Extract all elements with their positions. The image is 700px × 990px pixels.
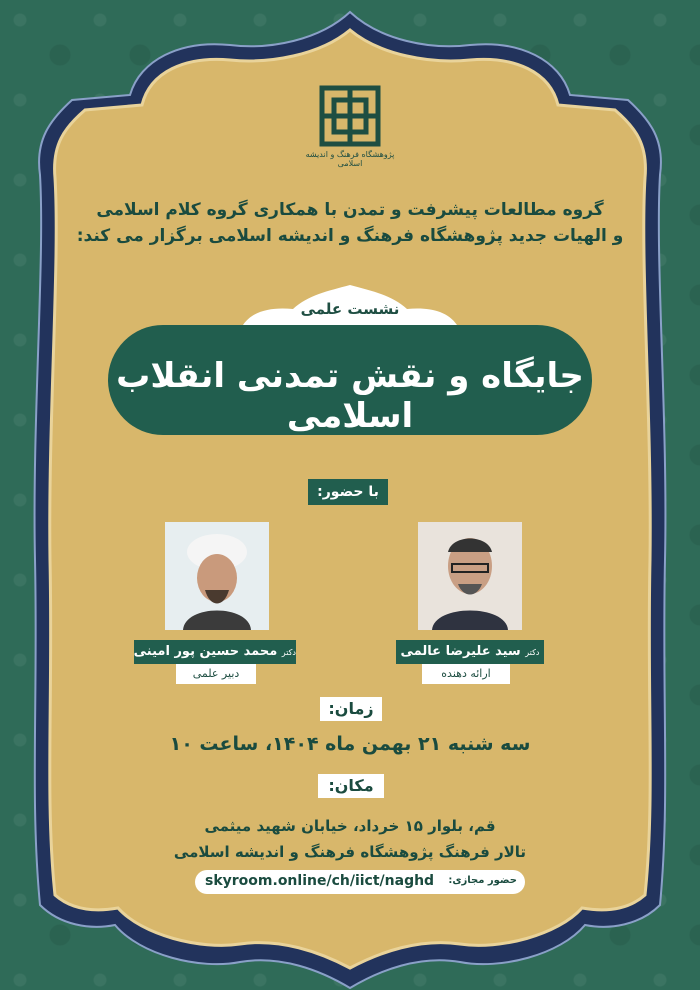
person-icon (165, 522, 269, 630)
speaker-role-presenter: ارائه دهنده (422, 664, 510, 684)
time-label: زمان: (320, 697, 382, 721)
speaker-photo-presenter (418, 522, 522, 630)
speaker-name-presenter (396, 640, 544, 664)
speaker-title-prefix: دکتر (281, 648, 296, 657)
speaker-title-prefix: دکتر (525, 648, 540, 657)
session-type-label: نشست علمی (300, 300, 400, 318)
speaker-role-moderator: دبیر علمی (176, 664, 256, 684)
intro-line-2: و الهیات جدید پژوهشگاه فرهنگ و اندیشه اسلامی برگزار می کند: (76, 226, 624, 246)
logo-caption: پژوهشگاه فرهنگ و اندیشه اسلامی (305, 150, 395, 168)
event-title: جایگاه و نقش تمدنی انقلاب اسلامی (116, 356, 584, 436)
virtual-label: حضور مجازی: (448, 875, 517, 886)
place-label: مکان: (318, 774, 384, 798)
virtual-attendance-box (195, 870, 525, 894)
speaker-name-moderator (134, 640, 296, 664)
address-line-1: قم، بلوار ۱۵ خرداد، خیابان شهید میثمی (204, 817, 496, 835)
speaker-photo-moderator (165, 522, 269, 630)
event-date: سه شنبه ۲۱ بهمن ماه ۱۴۰۴، ساعت ۱۰ (169, 733, 531, 755)
speaker-name-text: سید علیرضا عالمی (400, 644, 521, 659)
virtual-url-link[interactable]: skyroom.online/ch/iict/naghd (205, 873, 435, 889)
address-line-2: تالار فرهنگ پژوهشگاه فرهنگ و اندیشه اسلامی (173, 843, 527, 861)
presence-label: با حضور: (308, 479, 388, 505)
intro-line-1: گروه مطالعات پیشرفت و تمدن با همکاری گروه کلام اسلامی (96, 200, 604, 220)
speaker-name-text: محمد حسین پور امینی (133, 644, 278, 659)
person-icon (418, 522, 522, 630)
